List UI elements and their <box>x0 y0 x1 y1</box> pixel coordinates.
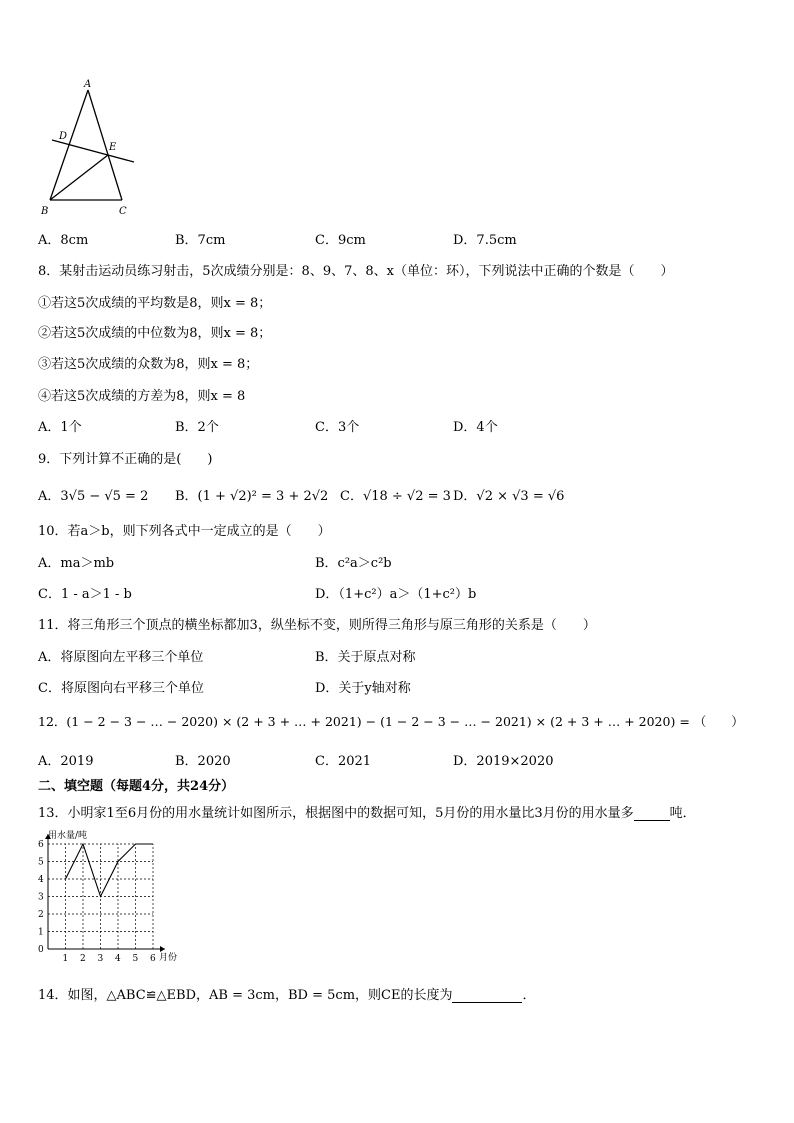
q8-option-c: C．3个 <box>315 420 360 435</box>
q13-stem <box>38 802 696 821</box>
q14-stem-after: ． <box>522 988 536 1003</box>
label-c: C <box>119 206 127 217</box>
chart-axes <box>45 834 165 952</box>
q7-option-d: D．7.5cm <box>453 233 517 248</box>
q13-stem-before: 13．小明家1至6月份的用水量统计如图所示，根据图中的数据可知，5月份的用水量比3月份的用水量多 <box>38 806 634 821</box>
q8-item-2: ②若这5次成绩的中位数为8，则x = 8； <box>38 326 272 341</box>
q10-option-d: D．（1+c²）a＞（1+c²）b <box>315 587 477 602</box>
q8-stem: 8．某射击运动员练习射击，5次成绩分别是：8、9、7、8、x（单位：环），下列说法中正确的个数是（ ） <box>38 264 674 279</box>
q9-option-c: C．√18 ÷ √2 = 3 <box>340 489 451 504</box>
q12-stem: 12．(1 − 2 − 3 − … − 2020) × (2 + 3 + … + 2021) − (1 − 2 − 3 − … − 2021) × (2 + 3 + … + 2020) = （ ） <box>38 714 744 729</box>
x-tick-label: 5 <box>132 954 139 964</box>
q12-option-c: C．2021 <box>315 754 372 769</box>
label-a: A <box>84 79 92 90</box>
x-tick-label: 1 <box>62 954 69 964</box>
q8-item-3: ③若这5次成绩的众数为8，则x = 8； <box>38 357 259 372</box>
label-e: E <box>109 142 117 153</box>
y-tick-label: 5 <box>38 857 44 868</box>
series-line <box>66 844 154 897</box>
water-usage-chart <box>28 826 188 966</box>
q14-answer-blank <box>452 988 522 1003</box>
chart-series <box>66 844 154 897</box>
q8-item-4: ④若这5次成绩的方差为8，则x = 8 <box>38 389 246 404</box>
side-ac <box>88 90 122 200</box>
chart-x-axis-label: 月份 <box>159 953 178 963</box>
y-tick-label: 4 <box>38 875 44 885</box>
q12-option-d: D．2019×2020 <box>453 754 554 769</box>
q11-option-a: A．将原图向左平移三个单位 <box>38 650 204 665</box>
q12-option-b: B．2020 <box>175 754 231 769</box>
y-tick-label: 2 <box>38 910 44 920</box>
label-d: D <box>59 131 68 142</box>
q9-option-a: A．3√5 − √5 = 2 <box>38 489 149 504</box>
q13-answer-blank <box>634 806 670 821</box>
x-axis-arrow <box>160 946 165 952</box>
q10-option-a: A．ma＞mb <box>38 556 115 571</box>
segment-be <box>50 155 108 200</box>
x-tick-label: 4 <box>115 954 121 964</box>
q14-stem <box>38 984 535 1003</box>
q11-stem: 11．将三角形三个顶点的横坐标都加3，纵坐标不变，则所得三角形与原三角形的关系是（ ） <box>38 618 596 633</box>
y-tick-label: 6 <box>38 840 44 850</box>
chart-y-axis-label: 用水量/吨 <box>48 831 88 841</box>
q9-option-d: D．√2 × √3 = √6 <box>453 489 565 504</box>
x-tick-label: 6 <box>150 954 156 964</box>
q7-option-b: B．7cm <box>175 233 226 248</box>
q11-option-d: D．关于y轴对称 <box>315 681 411 696</box>
chart-tick-labels <box>38 840 156 964</box>
q7-option-a: A．8cm <box>38 233 89 248</box>
x-tick-label: 2 <box>80 954 86 964</box>
q8-option-a: A．1个 <box>38 420 82 435</box>
q13-stem-after: 吨． <box>669 806 696 821</box>
q14-stem-before: 14．如图，△ABC≌△EBD，AB = 3cm，BD = 5cm，则CE的长度为 <box>38 988 453 1003</box>
x-tick-label: 3 <box>97 954 104 964</box>
q9-stem: 9．下列计算不正确的是( ) <box>38 452 213 467</box>
y-tick-label: 1 <box>38 927 44 938</box>
q10-option-b: B．c²a＞c²b <box>315 556 392 571</box>
triangle-figure <box>38 76 138 218</box>
q10-stem: 10．若a＞b，则下列各式中一定成立的是（ ） <box>38 524 331 539</box>
q10-option-c: C．1 - a＞1 - b <box>38 587 132 602</box>
q11-option-b: B．关于原点对称 <box>315 650 416 665</box>
y-tick-label: 0 <box>38 945 44 955</box>
q8-option-d: D．4个 <box>453 420 498 435</box>
section-title: 二、填空题（每题4分，共24分） <box>38 779 235 794</box>
q8-item-1: ①若这5次成绩的平均数是8，则x = 8； <box>38 296 272 311</box>
q11-option-c: C．将原图向右平移三个单位 <box>38 681 204 696</box>
q7-option-c: C．9cm <box>315 233 366 248</box>
q8-option-b: B．2个 <box>175 420 219 435</box>
q12-option-a: A．2019 <box>38 754 94 769</box>
label-b: B <box>41 206 49 217</box>
q9-option-b: B．(1 + √2)² = 3 + 2√2 <box>175 489 329 504</box>
y-tick-label: 3 <box>38 892 44 903</box>
